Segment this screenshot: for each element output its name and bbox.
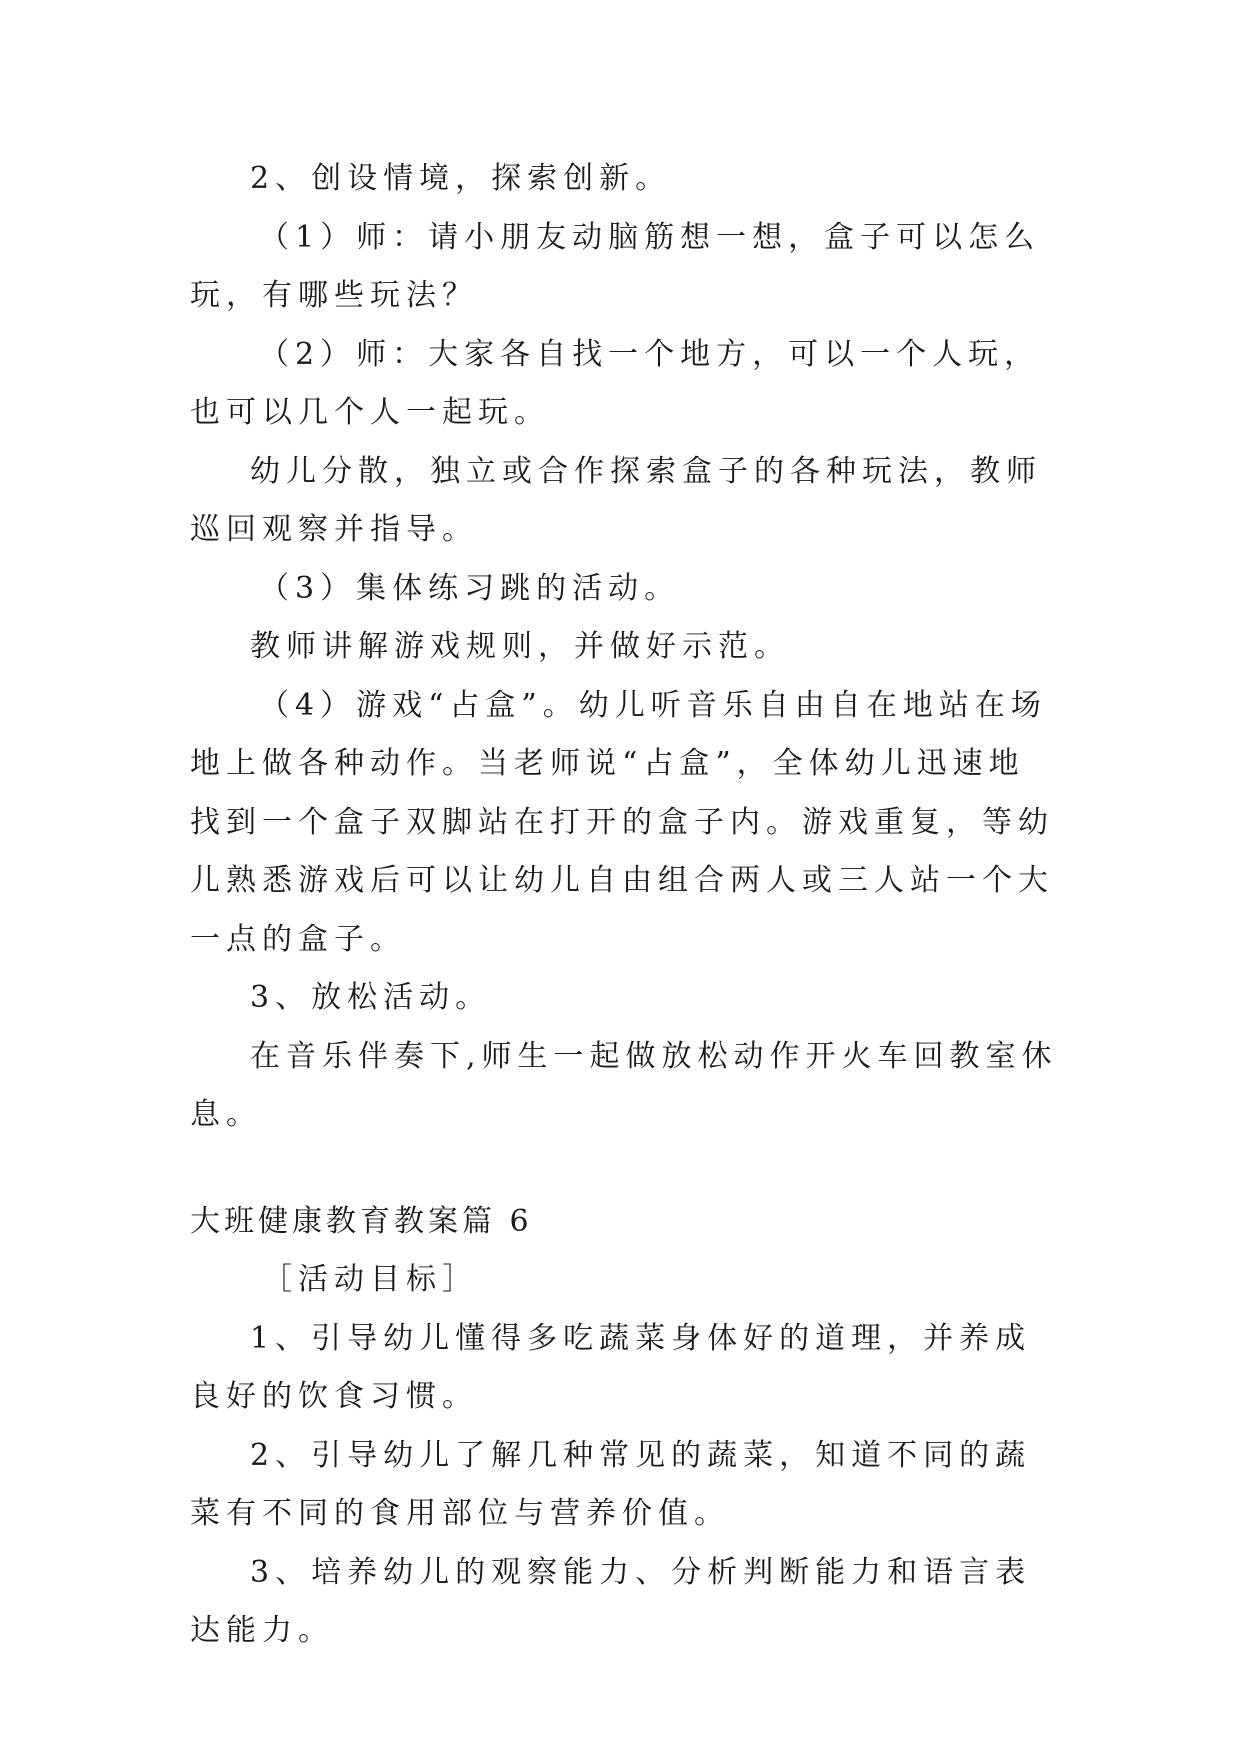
document-body bbox=[190, 150, 1060, 1661]
paragraph-step-3: 3、放松活动。 bbox=[250, 980, 492, 1015]
paragraph-question-2: （2）师：大家各自找一个地方，可以一个人玩，也可以几个人一起玩。 bbox=[190, 336, 1041, 430]
section-heading: 大班健康教育教案篇 6 bbox=[190, 1203, 533, 1239]
goal-item: 1、引导幼儿懂得多吃蔬菜身体好的道理，并养成良好的饮食习惯。 bbox=[190, 1320, 1032, 1414]
paragraph-rules: 教师讲解游戏规则，并做好示范。 bbox=[250, 629, 790, 664]
paragraph-question-1: （1）师：请小朋友动脑筋想一想，盒子可以怎么玩，有哪些玩法？ bbox=[190, 219, 1041, 313]
paragraph-relax: 在音乐伴奏下,师生一起做放松动作开火车回教室休息。 bbox=[190, 1038, 1058, 1132]
goal-item: 3、培养幼儿的观察能力、分析判断能力和语言表达能力。 bbox=[190, 1554, 1032, 1648]
paragraph-jump-practice: （3）集体练习跳的活动。 bbox=[259, 570, 681, 606]
paragraph-explore: 幼儿分散，独立或合作探索盒子的各种玩法，教师巡回观察并指导。 bbox=[190, 453, 1042, 547]
goal-item: 2、引导幼儿了解几种常见的蔬菜，知道不同的蔬菜有不同的食用部位与营养价值。 bbox=[190, 1437, 1032, 1531]
paragraph-step-2: 2、创设情境，探索创新。 bbox=[250, 161, 672, 196]
paragraph-game: （4）游戏“占盒”。幼儿听音乐自由自在地站在场地上做各种动作。当老师说“占盒”，全体幼儿迅速地找到一个盒子双脚站在打开的盒子内。游戏重复，等幼儿熟悉游戏后可以让幼儿自由组合两人或三人站一个大一点的盒子。 bbox=[190, 687, 1054, 957]
goals-label: ［活动目标］ bbox=[262, 1262, 478, 1297]
